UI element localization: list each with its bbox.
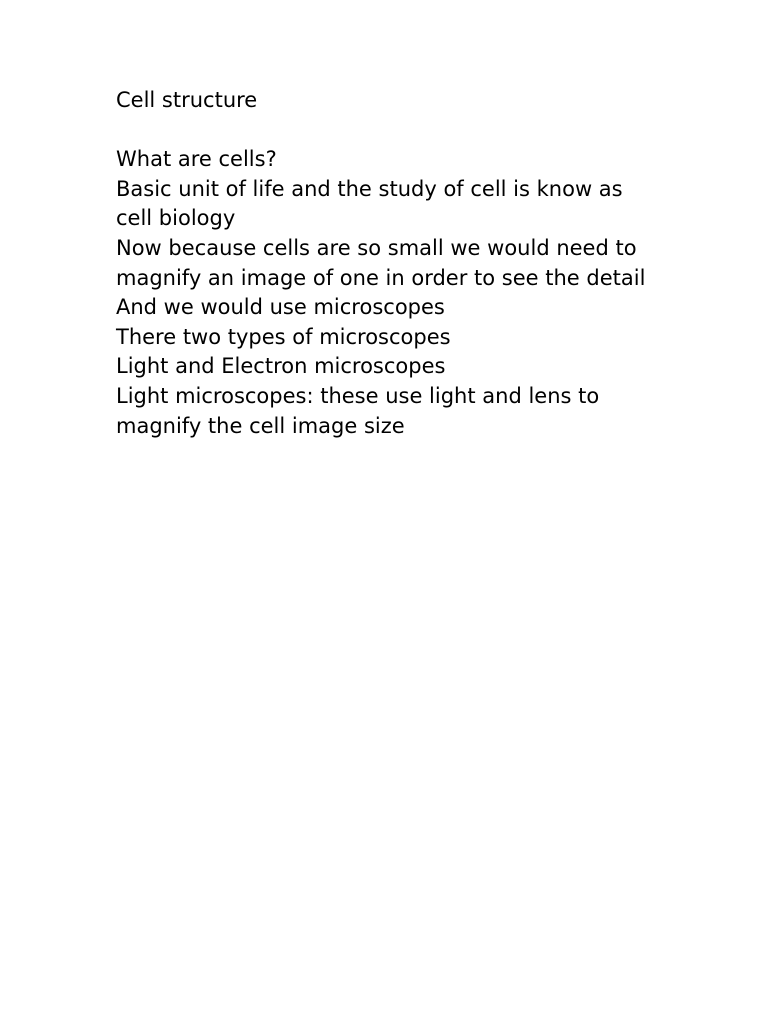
text-line-light-microscopes-cont: magnify the cell image size: [116, 413, 405, 438]
document-body: [116, 86, 676, 441]
text-line-definition-cont: cell biology: [116, 206, 236, 231]
text-line-question: What are cells?: [116, 147, 277, 172]
text-line-light-electron: Light and Electron microscopes: [116, 354, 446, 379]
text-line-microscopes: And we would use microscopes: [116, 295, 445, 320]
text-line-size: Now because cells are so small we would need to: [116, 235, 637, 260]
document-title: Cell structure: [116, 88, 258, 112]
text-line-size-cont: magnify an image of one in order to see the detail: [116, 265, 646, 290]
text-line-light-microscopes: Light microscopes: these use light and lens to: [116, 383, 600, 408]
text-line-types: There two types of microscopes: [116, 324, 451, 349]
text-line-definition: Basic unit of life and the study of cell is know as: [116, 176, 623, 201]
